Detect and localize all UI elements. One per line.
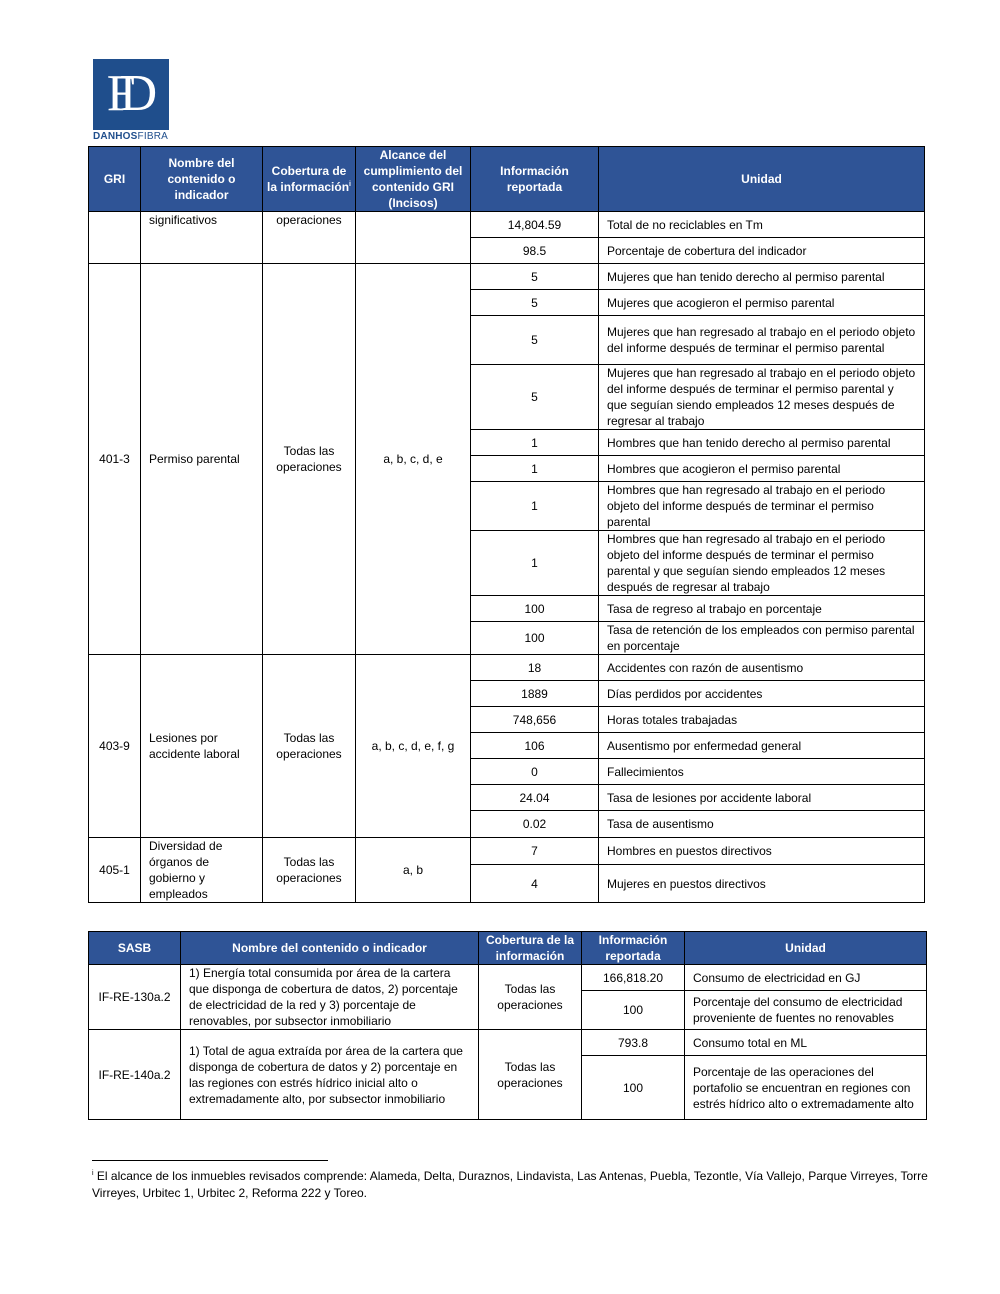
table-row bbox=[89, 838, 925, 865]
unit-cell: Hombres que han regresado al trabajo en el periodo objeto del informe después de terminar el permiso parental y que seguían siendo empleados 12 meses después de regresar al trabajo bbox=[599, 531, 925, 596]
indicator-name-cell: Diversidad de órganos de gobierno y empleados bbox=[141, 838, 263, 903]
value-cell: 100 bbox=[471, 596, 599, 622]
value-cell: 18 bbox=[471, 655, 599, 681]
value-cell: 5 bbox=[471, 264, 599, 290]
col-header-scope: Alcance del cumplimiento del contenido GRI (Incisos) bbox=[356, 147, 471, 212]
col-header-name: Nombre del contenido o indicador bbox=[141, 147, 263, 212]
coverage-cell: Todas las operaciones bbox=[479, 1030, 582, 1120]
unit-cell: Porcentaje del consumo de electricidad proveniente de fuentes no renovables bbox=[685, 991, 927, 1030]
sasb-code-cell: IF-RE-130a.2 bbox=[89, 965, 181, 1030]
col-header-gri: GRI bbox=[89, 147, 141, 212]
sasb-indicators-table bbox=[88, 931, 927, 1120]
col-header-unit: Unidad bbox=[685, 932, 927, 965]
unit-cell: Horas totales trabajadas bbox=[599, 707, 925, 733]
value-cell: 748,656 bbox=[471, 707, 599, 733]
unit-cell: Consumo de electricidad en GJ bbox=[685, 965, 927, 991]
unit-cell: Consumo total en ML bbox=[685, 1030, 927, 1056]
unit-cell: Días perdidos por accidentes bbox=[599, 681, 925, 707]
unit-cell: Mujeres que han regresado al trabajo en el periodo objeto del informe después de terminar el permiso parental y que seguían siendo empleados 12 meses después de regresar al trabajo bbox=[599, 365, 925, 430]
table-row bbox=[89, 655, 925, 681]
indicator-name-cell: 1) Energía total consumida por área de la cartera que disponga de cobertura de datos, 2) porcentaje de electricidad de la red y 3) porcentaje de renovables, por subsector inmobiliario bbox=[181, 965, 479, 1030]
indicator-name-cell: Lesiones por accidente laboral bbox=[141, 655, 263, 838]
scope-cell: a, b bbox=[356, 838, 471, 903]
gri-code-cell: 401-3 bbox=[89, 264, 141, 655]
footnote bbox=[92, 1168, 932, 1202]
coverage-cell: Todas las operaciones bbox=[263, 838, 356, 903]
col-header-name: Nombre del contenido o indicador bbox=[181, 932, 479, 965]
value-cell: 793.8 bbox=[582, 1030, 685, 1056]
indicator-name-cell: significativos bbox=[141, 212, 263, 264]
col-header-unit: Unidad bbox=[599, 147, 925, 212]
logo-monogram: FD bbox=[106, 65, 142, 122]
coverage-cell: Todas las operaciones bbox=[263, 264, 356, 655]
value-cell: 98.5 bbox=[471, 238, 599, 264]
col-header-info: Información reportada bbox=[471, 147, 599, 212]
scope-cell bbox=[356, 212, 471, 264]
unit-cell: Ausentismo por enfermedad general bbox=[599, 733, 925, 759]
unit-cell: Mujeres en puestos directivos bbox=[599, 865, 925, 903]
value-cell: 5 bbox=[471, 365, 599, 430]
coverage-cell: Todas las operaciones bbox=[263, 655, 356, 838]
value-cell: 100 bbox=[582, 991, 685, 1030]
coverage-cell: Todas las operaciones bbox=[479, 965, 582, 1030]
unit-cell: Total de no reciclables en Tm bbox=[599, 212, 925, 238]
scope-cell: a, b, c, d, e bbox=[356, 264, 471, 655]
value-cell: 1 bbox=[471, 531, 599, 596]
value-cell: 1 bbox=[471, 430, 599, 456]
gri-indicators-table bbox=[88, 146, 925, 903]
logo-wordmark: DANHOSFIBRA bbox=[93, 131, 168, 142]
col-header-sasb: SASB bbox=[89, 932, 181, 965]
table-row bbox=[89, 1030, 927, 1056]
value-cell: 7 bbox=[471, 838, 599, 865]
unit-cell: Accidentes con razón de ausentismo bbox=[599, 655, 925, 681]
unit-cell: Mujeres que han tenido derecho al permiso parental bbox=[599, 264, 925, 290]
gri-code-cell: 405-1 bbox=[89, 838, 141, 903]
value-cell: 4 bbox=[471, 865, 599, 903]
value-cell: 100 bbox=[471, 622, 599, 655]
gri-code-cell: 403-9 bbox=[89, 655, 141, 838]
footnote-marker: i bbox=[349, 181, 351, 188]
value-cell: 0.02 bbox=[471, 811, 599, 838]
unit-cell: Tasa de regreso al trabajo en porcentaje bbox=[599, 596, 925, 622]
unit-cell: Porcentaje de las operaciones del portafolio se encuentran en regiones con estrés hídrico alto o extremadamente alto bbox=[685, 1056, 927, 1120]
value-cell: 1 bbox=[471, 456, 599, 482]
unit-cell: Porcentaje de cobertura del indicador bbox=[599, 238, 925, 264]
footnote-text: El alcance de los inmuebles revisados comprende: Alameda, Delta, Duraznos, Lindavista, Las Antenas, Puebla, Tezontle, Vía Vallejo, Parque Virreyes, Torre Virreyes, Urbitec 1, Urbitec 2, Reforma 222 y Toreo. bbox=[92, 1169, 928, 1200]
unit-cell: Hombres que han regresado al trabajo en el periodo objeto del informe después de terminar el permiso parental bbox=[599, 482, 925, 531]
table-row bbox=[89, 264, 925, 290]
col-header-info: Información reportada bbox=[582, 932, 685, 965]
unit-cell: Mujeres que acogieron el permiso parental bbox=[599, 290, 925, 316]
value-cell: 5 bbox=[471, 316, 599, 365]
table-row bbox=[89, 965, 927, 991]
scope-cell: a, b, c, d, e, f, g bbox=[356, 655, 471, 838]
unit-cell: Hombres que han tenido derecho al permiso parental bbox=[599, 430, 925, 456]
coverage-cell: operaciones bbox=[263, 212, 356, 264]
unit-cell: Tasa de lesiones por accidente laboral bbox=[599, 785, 925, 811]
col-header-coverage: Cobertura de la información bbox=[479, 932, 582, 965]
unit-cell: Hombres que acogieron el permiso parental bbox=[599, 456, 925, 482]
value-cell: 106 bbox=[471, 733, 599, 759]
value-cell: 14,804.59 bbox=[471, 212, 599, 238]
unit-cell: Fallecimientos bbox=[599, 759, 925, 785]
footnote-divider bbox=[92, 1160, 328, 1161]
table-row bbox=[89, 212, 925, 238]
indicator-name-cell: Permiso parental bbox=[141, 264, 263, 655]
value-cell: 24.04 bbox=[471, 785, 599, 811]
unit-cell: Tasa de ausentismo bbox=[599, 811, 925, 838]
logo-mark-box bbox=[93, 59, 169, 130]
value-cell: 1 bbox=[471, 482, 599, 531]
footnote-marker: i bbox=[92, 1170, 94, 1177]
value-cell: 5 bbox=[471, 290, 599, 316]
col-header-coverage: Cobertura de la información$^i$ bbox=[263, 147, 356, 212]
table-header-row bbox=[89, 147, 925, 212]
table-header-row bbox=[89, 932, 927, 965]
value-cell: 100 bbox=[582, 1056, 685, 1120]
sasb-code-cell: IF-RE-140a.2 bbox=[89, 1030, 181, 1120]
value-cell: 0 bbox=[471, 759, 599, 785]
unit-cell: Tasa de retención de los empleados con permiso parental en porcentaje bbox=[599, 622, 925, 655]
indicator-name-cell: 1) Total de agua extraída por área de la cartera que disponga de cobertura de datos y 2) porcentaje en las regiones con estrés hídrico inicial alto o extremadamente alto, por subsector inmobiliario bbox=[181, 1030, 479, 1120]
unit-cell: Hombres en puestos directivos bbox=[599, 838, 925, 865]
company-logo bbox=[93, 59, 169, 142]
unit-cell: Mujeres que han regresado al trabajo en el periodo objeto del informe después de terminar el permiso parental bbox=[599, 316, 925, 365]
value-cell: 1889 bbox=[471, 681, 599, 707]
gri-code-cell bbox=[89, 212, 141, 264]
value-cell: 166,818.20 bbox=[582, 965, 685, 991]
